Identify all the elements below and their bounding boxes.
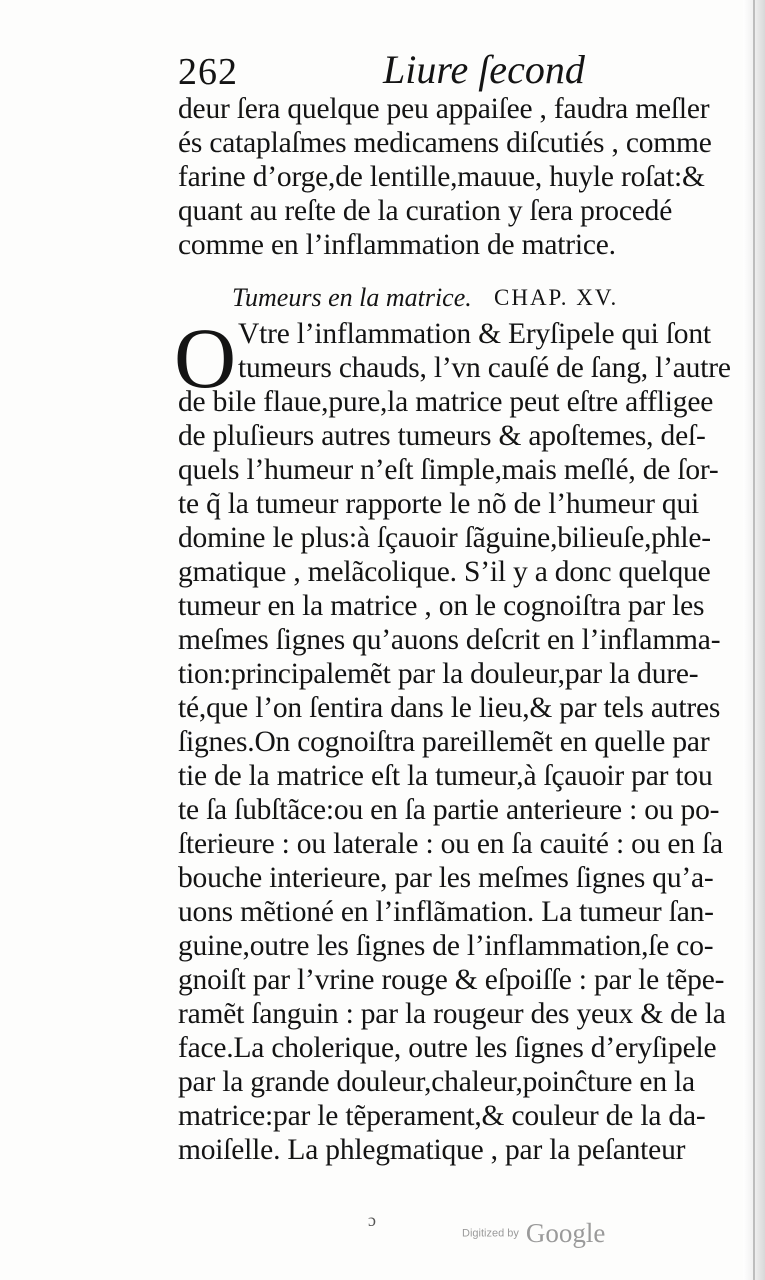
text-line: matrice:par le tẽperament,& couleur de la da- bbox=[178, 1100, 706, 1132]
page-number: 262 bbox=[178, 51, 238, 93]
text-line: meſmes ſignes qu’auons deſcrit en l’inflamma- bbox=[178, 624, 721, 656]
indented-lines bbox=[238, 317, 731, 385]
text-line: quant au reſte de la curation y ſera procedé bbox=[178, 195, 673, 227]
text-line: tie de la matrice eſt la tumeur,à ſçauoir par tou bbox=[178, 760, 713, 792]
text-line: gnoiſt par l’vrine rouge & eſpoiſſe : par le tẽpe- bbox=[178, 964, 725, 996]
drop-cap: O bbox=[174, 310, 237, 406]
text-line: ſignes.On cognoiſtra pareillemẽt en quelle par bbox=[178, 726, 710, 758]
text-line: guine,outre les ſignes de l’inflammation,ſe co- bbox=[178, 930, 714, 962]
text-line: de pluſieurs autres tumeurs & apoſtemes, deſ- bbox=[178, 420, 706, 452]
text-line: farine d’orge,de lentille,mauue, huyle roſat:& bbox=[178, 161, 705, 193]
text-line: tion:principalemẽt par la douleur,par la dure- bbox=[178, 658, 699, 690]
text-line: gmatique , melãcolique. S’il y a donc quelque bbox=[178, 556, 711, 588]
text-line: tumeur en la matrice , on le cognoiſtra par les bbox=[178, 590, 705, 622]
google-logo: Google bbox=[525, 1218, 606, 1248]
text-line: uons mẽtioné en l’inflãmation. La tumeur ſan- bbox=[178, 896, 714, 928]
text-line: és cataplaſmes medicamens diſcutiés , comme bbox=[178, 127, 712, 159]
text-line: moiſelle. La phlegmatique , par la peſanteur bbox=[178, 1134, 686, 1166]
text-line: deur ſera quelque peu appaiſee , faudra meſler bbox=[178, 93, 710, 125]
chapter-heading bbox=[232, 283, 692, 319]
text-line: ſterieure : ou laterale : ou en ſa cauité : ou en ſa bbox=[178, 828, 723, 860]
continuation-paragraph bbox=[178, 92, 718, 262]
running-title: Liure ſecond bbox=[383, 47, 585, 92]
text-line: par la grande douleur,chaleur,poinĉture en la bbox=[178, 1066, 695, 1098]
page-edge-line bbox=[753, 0, 755, 1280]
text-line: tumeurs chauds, l’vn cauſé de ſang, l’autre bbox=[238, 352, 731, 384]
text-line: bouche interieure, par les meſmes ſignes qu’a- bbox=[178, 862, 714, 894]
text-line: té,que l’on ſentira dans le lieu,& par tels autres bbox=[178, 692, 721, 724]
text-line: de bile flaue,pure,la matrice peut eſtre affligee bbox=[178, 386, 714, 418]
text-line: face.La cholerique, outre les ſignes d’eryſipele bbox=[178, 1032, 717, 1064]
text-line: Vtre l’inflammation & Eryſipele qui ſont bbox=[238, 318, 711, 350]
digitized-watermark bbox=[462, 1218, 605, 1249]
text-line: ramẽt ſanguin : par la rougeur des yeux & de la bbox=[178, 998, 726, 1030]
chapter-body bbox=[178, 385, 726, 1167]
chapter-title: Tumeurs en la matrice. bbox=[232, 283, 472, 312]
text-line: comme en l’inflammation de matrice. bbox=[178, 229, 616, 261]
signature-mark: ɔ bbox=[368, 1210, 376, 1230]
text-line: quels l’humeur n’eſt ſimple,mais meſlé, de ſor- bbox=[178, 454, 719, 486]
text-line: te q̃ la tumeur rapporte le nõ de l’humeur qui bbox=[178, 488, 700, 520]
text-line: te ſa ſubſtãce:ou en ſa partie anterieure : ou po- bbox=[178, 794, 720, 826]
running-header bbox=[178, 44, 585, 94]
digitized-by-label: Digitized by bbox=[462, 1227, 519, 1240]
text-line: domine le plus:à ſçauoir ſãguine,bilieuſe,phle- bbox=[178, 522, 711, 554]
chapter-label: CHAP. XV. bbox=[494, 285, 619, 310]
